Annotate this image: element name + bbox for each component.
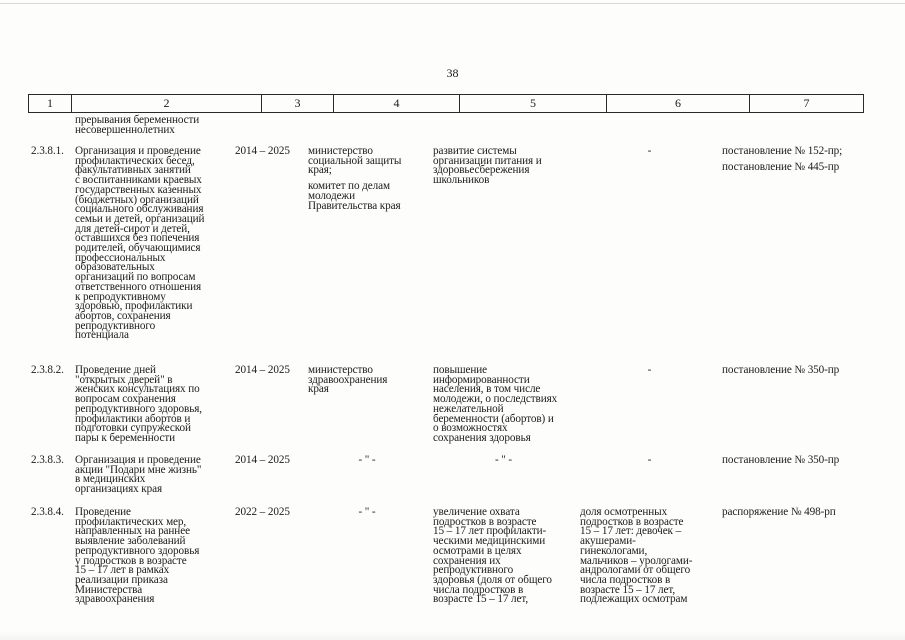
header-col-1: 1 — [47, 96, 53, 110]
expected-result: развитие системы организации питания и здоровьесбережения школьников — [433, 145, 542, 187]
legal-document: постановление № 350-пр — [722, 454, 840, 466]
executor: министерство здравоохранения края — [308, 364, 388, 396]
indicator: - — [647, 364, 652, 376]
period: 2014 – 2025 — [235, 454, 290, 466]
indicator: - — [647, 454, 652, 466]
header-col-3: 3 — [261, 95, 333, 112]
page-number: 38 — [446, 66, 459, 80]
indicator: - — [647, 145, 652, 157]
legal-document: постановление № 350-пр — [722, 364, 840, 376]
row-number: 2.3.8.4. — [31, 506, 64, 518]
period: 2014 – 2025 — [235, 145, 290, 157]
activity-name: Проведение дней "открытых дверей" в женских консультациях по вопросам сохранения репродуктивного здоровья, профилактики абортов и подготовки супружеской пары к беременности — [75, 364, 202, 444]
header-col-2: 2 — [71, 95, 261, 112]
scan-top-edge — [0, 3, 905, 4]
header-col-5: 5 — [459, 95, 606, 112]
document-line-1: постановление № 152-пр; — [722, 145, 843, 157]
header-col-7: 7 — [749, 95, 863, 112]
table-header-row — [28, 94, 864, 113]
row-number: 2.3.8.3. — [31, 454, 64, 466]
header-col-6: 6 — [606, 95, 749, 112]
period: 2022 – 2025 — [235, 506, 290, 518]
period: 2014 – 2025 — [235, 364, 290, 376]
scan-bottom-edge — [0, 632, 905, 640]
document-line-2: постановление № 445-пр — [722, 160, 840, 173]
expected-result: увеличение охвата подростков в возрасте 15 – 17 лет профилакти- ческими медицинскими осмотрами в целях сохранения их репродуктивного здоровья (доля от общего числа подростков в возрасте 15 – 17 лет, — [433, 506, 552, 606]
legal-document — [722, 147, 872, 172]
legal-document: распоряжение № 498-рп — [722, 506, 836, 518]
executor-line-2: комитет по делам молодежи Правительства края — [308, 180, 401, 212]
executor: - " - — [358, 506, 376, 518]
executor-line-1: министерство социальной защиты края; — [308, 145, 402, 177]
row-number: 2.3.8.2. — [31, 364, 64, 376]
expected-result: повышение информированности населения, в том числе молодежи, о последствиях нежелательной беременности (абортов) и о возможностях сохранения здоровья — [433, 364, 558, 444]
activity-name: Проведение профилактических мер, направленных на раннее выявление заболеваний репродуктивного здоровья у подростков в возрасте 15 – 17 лет в рамках реализации приказа Министерства здравоохранения — [75, 506, 200, 606]
indicator: доля осмотренных подростков в возрасте 15 – 17 лет: девочек – акушерами- гинекологами, мальчиков – урологами- андрологами от общего числа подростков в возрасте 15 – 17 лет, подлежащих осмотрам — [580, 506, 693, 606]
continuation-text: прерывания беременности несовершеннолетних — [75, 114, 200, 136]
executor — [308, 147, 430, 211]
activity-name: Организация и проведение акции "Подари мне жизнь" в медицинских организациях края — [75, 454, 202, 496]
expected-result: - " - — [494, 454, 513, 466]
activity-name: Организация и проведение профилактических бесед, факультативных занятий с воспитанниками краевых государственных казенных (бюджетных) организаций социального обслуживания семьи и детей, организаций для детей-сирот и детей, оставшихся без попечения родителей, обучающимися профессиональных образовательных организаций по вопросам ответственного отношения к репродуктивному здоровью, профилактики абортов, сохранения репродуктивного потенциала — [75, 145, 205, 342]
executor: - " - — [358, 454, 376, 466]
row-number: 2.3.8.1. — [31, 145, 64, 157]
header-col-4: 4 — [333, 95, 459, 112]
